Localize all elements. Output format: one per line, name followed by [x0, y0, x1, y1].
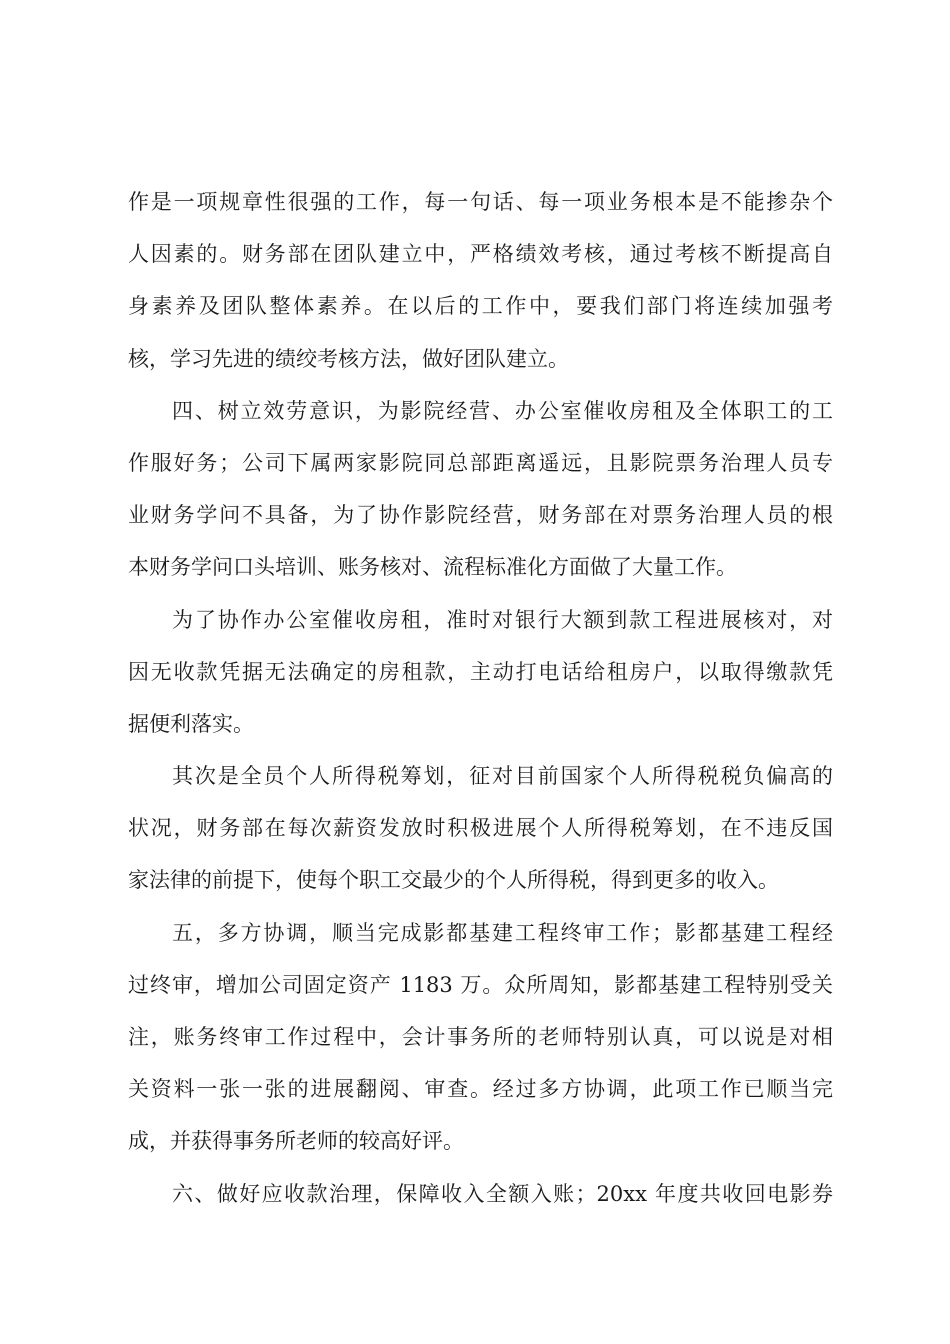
text-line: 过终审，增加公司固定资产 1183 万。众所周知，影都基建工程特别受关 — [128, 972, 833, 997]
document-body — [128, 184, 833, 1228]
text-line: 身素养及团队整体素养。在以后的工作中，要我们部门将连续加强考 — [128, 294, 833, 319]
text-line: 因无收款凭据无法确定的房租款，主动打电话给租房户，以取得缴款凭 — [128, 659, 833, 684]
text-line: 作服好务；公司下属两家影院同总部距离遥远，且影院票务治理人员专 — [128, 450, 833, 475]
text-line: 五，多方协调，顺当完成影都基建工程终审工作；影都基建工程经 — [172, 920, 833, 945]
text-line: 注，账务终审工作过程中，会计事务所的老师特别认真，可以说是对相 — [128, 1025, 833, 1049]
text-line: 六、做好应收款治理，保障收入全额入账；20xx 年度共收回电影券 — [172, 1181, 833, 1206]
text-line: 为了协作办公室催收房租，准时对银行大额到款工程进展核对，对 — [172, 607, 833, 632]
text-line: 本财务学问口头培训、账务核对、流程标准化方面做了大量工作。 — [128, 555, 737, 580]
text-line: 家法律的前提下，使每个职工交最少的个人所得税，得到更多的收入。 — [128, 868, 779, 893]
text-line: 核，学习先进的绩绞考核方法，做好团队建立。 — [128, 346, 569, 371]
text-line: 人因素的。财务部在团队建立中，严格绩效考核，通过考核不断提高自 — [128, 242, 833, 267]
text-line: 业财务学问不具备，为了协作影院经营，财务部在对票务治理人员的根 — [128, 503, 833, 528]
text-line: 四、树立效劳意识，为影院经营、办公室催收房租及全体职工的工 — [172, 398, 833, 423]
text-line: 成，并获得事务所老师的较高好评。 — [128, 1129, 464, 1154]
text-line: 据便利落实。 — [128, 711, 254, 736]
text-line: 关资料一张一张的进展翻阅、审查。经过多方协调，此项工作已顺当完 — [128, 1077, 833, 1102]
text-line: 其次是全员个人所得税筹划，征对目前国家个人所得税税负偏高的 — [172, 764, 833, 789]
text-line: 作是一项规章性很强的工作，每一句话、每一项业务根本是不能掺杂个 — [128, 190, 833, 214]
text-line: 状况，财务部在每次薪资发放时积极进展个人所得税筹划，在不违反国 — [128, 816, 833, 841]
